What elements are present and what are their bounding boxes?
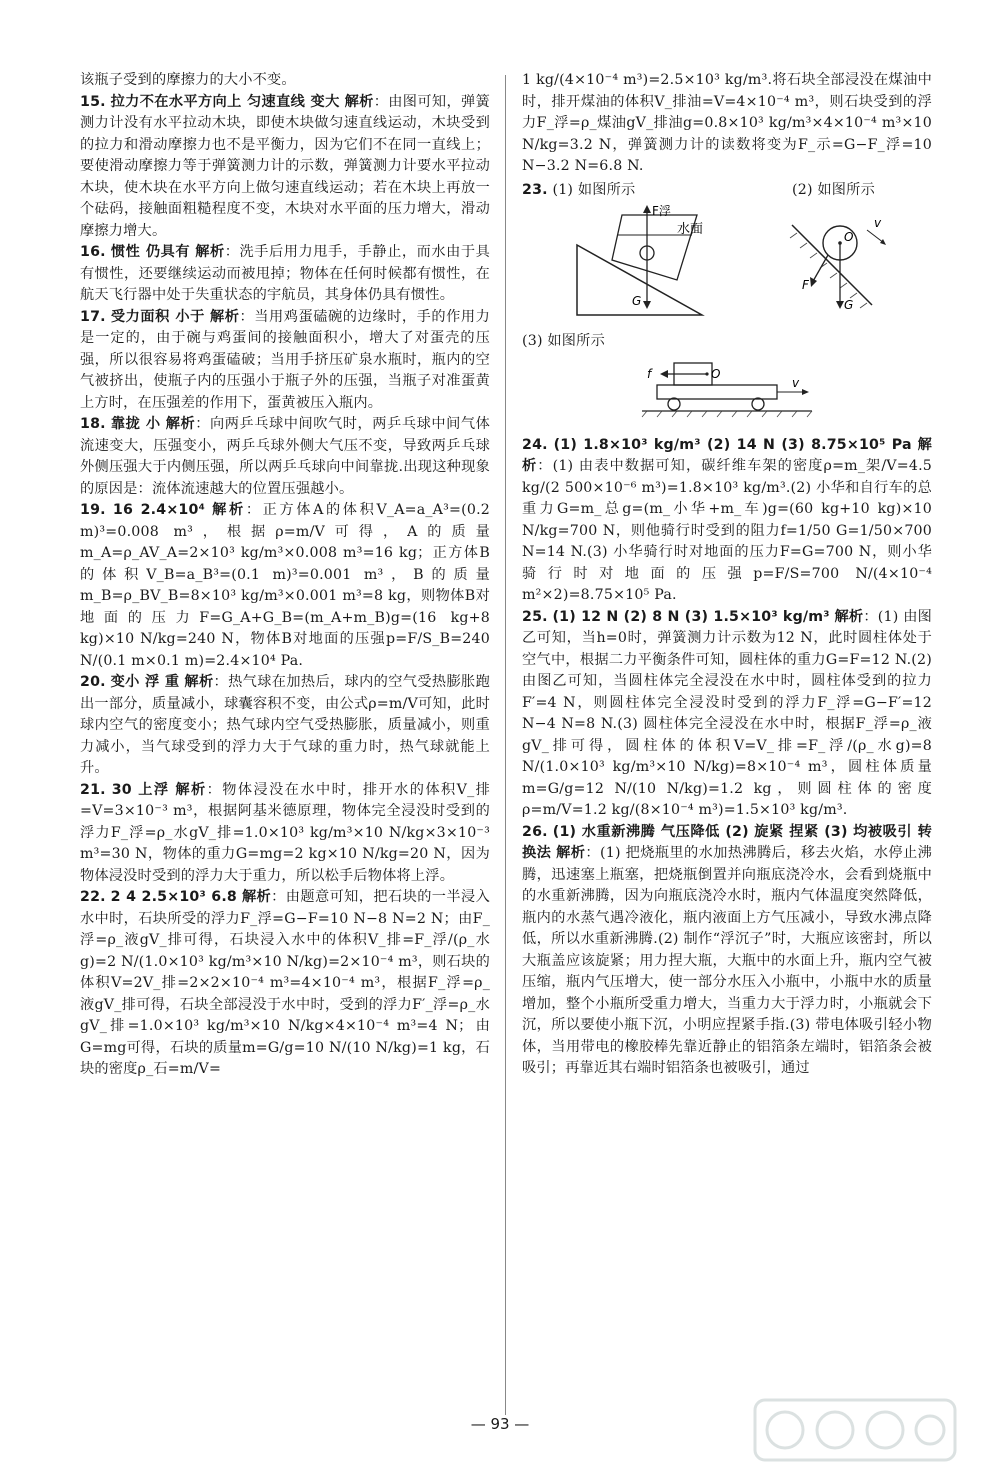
left-question-15: 15. 拉力不在水平方向上 匀速直线 变大 解析：由图可知，弹簧测力计没有水平拉动木块，即使木块做匀速直线运动，木块受到的拉力和滑动摩擦力也不是平衡力，因为它们不在同一直线上；要使滑动摩擦力等于弹簧测力计的示数，弹簧测力计要水平拉动木块，使木块在水平方向上做匀速直线运动；若在木块上再放一个砝码，接触面粗糙程度不变，木块对水平面的压力增大，滑动摩擦力增大。 — [80, 93, 491, 239]
right-question-25: 25. (1) 12 N (2) 8 N (3) 1.5×10³ kg/m³ 解析：(1) 由图乙可知，当h=0时，弹簧测力计示数为12 N，此时圆柱体处于空气中，根据二力平衡条件可知，圆柱体的重力G=F=12 N.(2) 由图乙可知，当圆柱体完全浸没在水中时，圆柱体受到的拉力F′=4 N，则圆柱体完全浸没时受到的浮力F_浮=G−F′=12 N−4 N=8 N.(3) 圆柱体完全浸没在水中时，根据F_浮=ρ_液gV_排可得，圆柱体的体积V=V_排=F_浮/(ρ_水g)=8 N/(1.0×10³ kg/m³×10 N/kg)=8×10⁻⁴ m³，圆柱体质量m=G/g=12 N/(10 N/kg)=1.2 kg，则圆柱体的密度ρ=m/V=1.2 kg/(8×10⁻⁴ m³)=1.5×10³ kg/m³. — [522, 608, 933, 818]
question-number: 20. — [80, 674, 106, 690]
answer-text: (1) 1.8×10³ kg/m³ (2) 14 N (3) 8.75×10⁵ Pa — [553, 436, 912, 453]
question-number: 18. — [80, 416, 106, 432]
column-divider — [505, 75, 506, 1415]
fig1-water-label: 水面 — [677, 222, 704, 237]
analysis-label: 解析 — [556, 845, 586, 861]
right-question-26: 26. (1) 水重新沸腾 气压降低 (2) 旋紧 捏紧 (3) 均被吸引 转换法 解析：(1) 把烧瓶里的水加热沸腾后，移去火焰，水停止沸腾，迅速塞上瓶塞，把烧瓶倒置并向瓶底浇冷水，会看到烧瓶中的水重新沸腾，因为向瓶底浇冷水时，瓶内气体温度突然降低，瓶内的水蒸气遇冷液化，瓶内液面上方气压减小，导致水沸点降低，所以水重新沸腾.(2) 制作“浮沉子”时，大瓶应该密封，所以大瓶盖应该旋紧；用力捏大瓶，大瓶中的水面上升，瓶内空气被压缩，瓶内气压增大，使一部分水压入小瓶中，小瓶中水的质量增加，整个小瓶所受重力增大，当重力大于浮力时，小瓶就会下沉，所以要使小瓶下沉，小明应捏紧手指.(3) 带电体吸引轻小物体，当用带电的橡胶棒先靠近静止的铝箔条左端时，铝箔条会被吸引；再靠近其右端时铝箔条也被吸引，通过 — [522, 823, 933, 1076]
q23-fig3-cart — [522, 357, 932, 429]
fig3-f-label: f — [647, 366, 652, 381]
analysis-label: 解析 — [212, 502, 246, 518]
right-questions — [522, 435, 932, 1080]
q23-part3: (3) 如图所示 — [522, 333, 605, 349]
answer-text: 拉力不在水平方向上 匀速直线 变大 — [110, 93, 340, 110]
answer-text: 靠拢 小 — [110, 416, 161, 432]
question-number: 17. — [80, 308, 106, 325]
q22-continuation: 1 kg/(4×10⁻⁴ m³)=2.5×10³ kg/m³.将石块全部浸没在煤油中时，排开煤油的体积V_排油=V=4×10⁻⁴ m³，则石块受到的浮力F_浮=ρ_煤油gV_排油g=0.8×10³ kg/m³×4×10⁻⁴ m³×10 N/kg=3.2 N，弹簧测力计的读数将变为F_示=G−F_浮=10 N−3.2 N=6.8 N. — [522, 72, 932, 174]
explanation-text: 向两乒乓球中间吹气时，两乒乓球中间气体流速变大，压强变小，两乒乓球外侧大气压不变，导致两乒乓球外侧压强大于内侧压强，所以两乒乓球向中间靠拢.出现这种现象的原因是：流体流速越大的位置压强越小。 — [80, 416, 490, 497]
q23-part1: (1) 如图所示 — [552, 181, 636, 198]
question-number: 16. — [80, 244, 106, 260]
q23-part2: (2) 如图所示 — [792, 181, 875, 198]
answer-text: 变小 浮 重 — [110, 674, 180, 690]
analysis-label: 解析 — [175, 781, 207, 798]
analysis-label: 解析 — [522, 436, 933, 474]
answer-text: 受力面积 小于 — [110, 308, 205, 325]
explanation-text: (1) 由表中数据可知，碳纤维车架的密度ρ=m_架/V=4.5 kg/(2 500×10⁻⁶ m³)=1.8×10³ kg/m³.(2) 小华和自行车的总重力G=m_总g=(m_小华+m_车)g=(60 kg+10 kg)×10 N/kg=700 N，则他骑行时受到的阻力f=1/50 G=1/50×700 N=14 N.(3) 小华骑行时对地面的压力F=G=700 N，则小华骑行时对地面的压强p=F/S=700 N/(4×10⁻⁴ m²×2)=8.75×10⁵ Pa. — [522, 458, 933, 603]
explanation-text: (1) 由图乙可知，当h=0时，弹簧测力计示数为12 N，此时圆柱体处于空气中，根据二力平衡条件可知，圆柱体的重力G=F=12 N.(2) 由图乙可知，当圆柱体完全浸没在水中时，圆柱体受到的拉力F′=4 N，则圆柱体完全浸没时受到的浮力F_浮=G−F′=12 N−4 N=8 N.(3) 圆柱体完全浸没在水中时，根据F_浮=ρ_液gV_排可得，圆柱体的体积V=V_排=F_浮/(ρ_水g)=8 N/(1.0×10³ kg/m³×10 N/kg)=8×10⁻⁴ m³，圆柱体质量m=G/g=12 N/(10 N/kg)=1.2 kg，则圆柱体的密度ρ=m/V=1.2 kg/(8×10⁻⁴ m³)=1.5×10³ kg/m³. — [522, 608, 933, 818]
answer-text: 2 4 2.5×10³ 6.8 — [110, 889, 237, 905]
fig1-g-label: G — [632, 294, 642, 308]
answer-text: (1) 12 N (2) 8 N (3) 1.5×10³ kg/m³ — [552, 608, 830, 625]
question-number: 24. — [522, 436, 548, 453]
explanation-text: 当用鸡蛋磕碗的边缘时，手的作用力是一定的，由于碗与鸡蛋间的接触面积小，增大了对蛋壳的压强，所以很容易将鸡蛋磕破；当用手挤压矿泉水瓶时，瓶内的空气被挤出，使瓶子内的压强小于瓶子外的压强，当瓶子对准蛋黄上方时，在压强差的作用下，蛋黄被压入瓶内。 — [80, 308, 491, 411]
q23-fig1-fig2 — [522, 205, 932, 325]
q23-number: 23. — [522, 181, 548, 198]
left-question-21: 21. 30 上浮 解析：物体浸没在水中时，排开水的体积V_排=V=3×10⁻³ m³，根据阿基米德原理，物体完全浸没时受到的浮力F_浮=ρ_水gV_排=1.0×10³ kg/m³×10 N/kg×3×10⁻³ m³=30 N，物体的重力G=mg=2 kg×10 N/kg=20 N，因为物体浸没时受到的浮力大于重力，所以松手后物体将上浮。 — [80, 781, 490, 884]
analysis-label: 解析 — [195, 244, 225, 260]
analysis-label: 解析 — [834, 608, 864, 625]
fig3-v-label: v — [792, 375, 800, 390]
fig2-v-label: v — [874, 216, 882, 230]
explanation-text: 该瓶子受到的摩擦力的大小不变。 — [80, 72, 296, 88]
page-number: — 93 — — [470, 1415, 530, 1433]
question-number: 22. — [80, 889, 106, 905]
fig3-o-label: O — [711, 366, 721, 381]
fig1-incline-cup — [577, 205, 703, 315]
question-number: 19. — [80, 502, 106, 518]
left-question-22: 22. 2 4 2.5×10³ 6.8 解析：由题意可知，把石块的一半浸入水中时，石块所受的浮力F_浮=G−F=10 N−8 N=2 N；由F_浮=ρ_液gV_排可得，石块浸入水中的体积V_排=F_浮/(ρ_水g)=2 N/(1.0×10³ kg/m³×10 N/kg)=2×10⁻⁴ m³，则石块的体积V=2V_排=2×2×10⁻⁴ m³=4×10⁻⁴ m³，根据F_浮=ρ_液gV_排可得，石块全部浸没于水中时，受到的浮力F′_浮=ρ_水gV_排=1.0×10³ kg/m³×10 N/kg×4×10⁻⁴ m³=4 N；由G=mg可得，石块的质量m=G/g=10 N/(10 N/kg)=1 kg，石块的密度ρ_石=m/V= — [80, 889, 490, 1077]
question-number: 25. — [522, 608, 548, 625]
question-number: 21. — [80, 781, 106, 798]
question-number: 15. — [80, 93, 106, 110]
fig2-g-label: G — [844, 298, 854, 312]
left-question-18: 18. 靠拢 小 解析：向两乒乓球中间吹气时，两乒乓球中间气体流速变大，压强变小，两乒乓球外侧大气压不变，导致两乒乓球外侧压强大于内侧压强，所以两乒乓球向中间靠拢.出现这种现象的原因是：流体流速越大的位置压强越小。 — [80, 416, 490, 497]
right-column — [522, 70, 932, 1080]
answer-text: 30 上浮 — [111, 781, 170, 798]
explanation-text: 正方体A的体积V_A=a_A³=(0.2 m)³=0.008 m³，根据ρ=m/V可得，A的质量m_A=ρ_AV_A=2×10³ kg/m³×0.008 m³=16 kg；正方体B的体积V_B=a_B³=(0.1 m)³=0.001 m³，B的质量m_B=ρ_BV_B=8×10³ kg/m³×0.001 m³=8 kg，则物体B对地面的压力F=G_A+G_B=(m_A+m_B)g=(16 kg+8 kg)×10 N/kg=240 N，物体B对地面的压强p=F/S_B=240 N/(0.1 m×0.1 m)=2.4×10⁴ Pa. — [80, 502, 491, 669]
analysis-label: 解析 — [241, 889, 272, 905]
right-question-24: 24. (1) 1.8×10³ kg/m³ (2) 14 N (3) 8.75×10⁵ Pa 解析：(1) 由表中数据可知，碳纤维车架的密度ρ=m_架/V=4.5 kg/(2 500×10⁻⁶ m³)=1.8×10³ kg/m³.(2) 小华和自行车的总重力G=m_总g=(m_小华+m_车)g=(60 kg+10 kg)×10 N/kg=700 N，则他骑行时受到的阻力f=1/50 G=1/50×700 N=14 N.(3) 小华骑行时对地面的压力F=G=700 N，则小华骑行时对地面的压强p=F/S=700 N/(4×10⁻⁴ m²×2)=8.75×10⁵ Pa. — [522, 436, 933, 603]
explanation-text: (1) 把烧瓶里的水加热沸腾后，移去火焰，水停止沸腾，迅速塞上瓶塞，把烧瓶倒置并向瓶底浇冷水，会看到烧瓶中的水重新沸腾，因为向瓶底浇冷水时，瓶内气体温度突然降低，瓶内的水蒸气遇冷液化，瓶内液面上方气压减小，导致水沸点降低，所以水重新沸腾.(2) 制作“浮沉子”时，大瓶应该密封，所以大瓶盖应该旋紧；用力捏大瓶，大瓶中的水面上升，瓶内空气被压缩，瓶内气压增大，使一部分水压入小瓶中，小瓶中水的质量增加，整个小瓶所受重力增大，当重力大于浮力时，小瓶就会下沉，所以要使小瓶下沉，小明应捏紧手指.(3) 带电体吸引轻小物体，当用带电的橡胶棒先靠近静止的铝箔条左端时，铝箔条会被吸引；再靠近其右端时铝箔条也被吸引，通过 — [522, 845, 933, 1076]
left-question-20: 20. 变小 浮 重 解析：热气球在加热后，球内的空气受热膨胀跑出一部分，质量减小，球囊容积不变，由公式ρ=m/V可知，此时球内空气的密度变小；热气球内空气受热膨胀，质量减小，则重力减小，当气球受到的浮力大于气球的重力时，热气球就能上升。 — [80, 674, 490, 776]
question-number: 26. — [522, 823, 548, 840]
explanation-text: 热气球在加热后，球内的空气受热膨胀跑出一部分，质量减小，球囊容积不变，由公式ρ=m/V可知，此时球内空气的密度变小；热气球内空气受热膨胀，质量减小，则重力减小，当气球受到的浮力大于气球的重力时，热气球就能上升。 — [80, 674, 490, 776]
q23-figures-row1 — [522, 205, 932, 325]
explanation-text: 由图可知，弹簧测力计没有水平拉动木块，即使木块做匀速直线运动，木块受到的拉力和滑动摩擦力也不是平衡力，因为它们不在同一直线上；要使滑动摩擦力等于弹簧测力计的示数，弹簧测力计要水平拉动木块，使木块在水平方向上做匀速直线运动；若在木块上再放一个砝码，接触面粗糙程度不变，木块对水平面的压力增大，滑动摩擦力增大。 — [80, 93, 491, 239]
left-question-16: 16. 惯性 仍具有 解析：洗手后用力甩手，手静止，而水由于具有惯性，还要继续运动而被甩掉；物体在任何时候都有惯性，在航天飞行器中处于失重状态的宇航员，其身体仍具有惯性。 — [80, 244, 491, 303]
analysis-label: 解析 — [184, 674, 214, 690]
explanation-text: 洗手后用力甩手，手静止，而水由于具有惯性，还要继续运动而被甩掉；物体在任何时候都有惯性，在航天飞行器中处于失重状态的宇航员，其身体仍具有惯性。 — [80, 244, 491, 303]
fig2-f-label: F — [802, 278, 809, 292]
fig2-ball-on-incline — [790, 216, 886, 312]
analysis-label: 解析 — [344, 93, 374, 110]
answer-text: (1) 水重新沸腾 气压降低 (2) 旋紧 捏紧 (3) 均被吸引 转换法 — [522, 823, 932, 861]
fig1-f-label: F浮 — [652, 205, 671, 218]
q23-figure-row2 — [522, 357, 932, 429]
watermark-logo — [750, 1395, 960, 1465]
left-question-17: 17. 受力面积 小于 解析：当用鸡蛋磕碗的边缘时，手的作用力是一定的，由于碗与鸡蛋间的接触面积小，增大了对蛋壳的压强，所以很容易将鸡蛋磕破；当用手挤压矿泉水瓶时，瓶内的空气被挤出，使瓶子内的压强小于瓶子外的压强，当瓶子对准蛋黄上方时，在压强差的作用下，蛋黄被压入瓶内。 — [80, 308, 491, 411]
left-question-19: 19. 16 2.4×10⁴ 解析：正方体A的体积V_A=a_A³=(0.2 m)³=0.008 m³，根据ρ=m/V可得，A的质量m_A=ρ_AV_A=2×10³ kg/m³×0.008 m³=16 kg；正方体B的体积V_B=a_B³=(0.1 m)³=0.001 m³，B的质量m_B=ρ_BV_B=8×10³ kg/m³×0.001 m³=8 kg，则物体B对地面的压力F=G_A+G_B=(m_A+m_B)g=(16 kg+8 kg)×10 N/kg=240 N，物体B对地面的压强p=F/S_B=240 N/(0.1 m×0.1 m)=2.4×10⁴ Pa. — [80, 502, 491, 669]
left-column — [80, 70, 490, 1081]
answer-text: 16 2.4×10⁴ — [112, 502, 205, 518]
left-question-cont — [80, 70, 490, 92]
explanation-text: 物体浸没在水中时，排开水的体积V_排=V=3×10⁻³ m³，根据阿基米德原理，物体完全浸没时受到的浮力F_浮=ρ_水gV_排=1.0×10³ kg/m³×10 N/kg×3×10⁻³ m³=30 N，物体的重力G=mg=2 kg×10 N/kg=20 N，因为物体浸没时受到的浮力大于重力，所以松手后物体将上浮。 — [80, 781, 490, 884]
fig2-o-label: O — [844, 230, 854, 244]
explanation-text: 由题意可知，把石块的一半浸入水中时，石块所受的浮力F_浮=G−F=10 N−8 N=2 N；由F_浮=ρ_液gV_排可得，石块浸入水中的体积V_排=F_浮/(ρ_水g)=2 N/(1.0×10³ kg/m³×10 N/kg)=2×10⁻⁴ m³，则石块的体积V=2V_排=2×2×10⁻⁴ m³=4×10⁻⁴ m³，根据F_浮=ρ_液gV_排可得，石块全部浸没于水中时，受到的浮力F′_浮=ρ_水gV_排=1.0×10³ kg/m³×10 N/kg×4×10⁻⁴ m³=4 N；由G=mg可得，石块的质量m=G/g=10 N/(10 N/kg)=1 kg，石块的密度ρ_石=m/V= — [80, 889, 490, 1077]
answer-text: 惯性 仍具有 — [110, 244, 191, 260]
q23-block — [522, 180, 932, 429]
analysis-label: 解析 — [165, 416, 196, 432]
analysis-label: 解析 — [209, 308, 240, 325]
